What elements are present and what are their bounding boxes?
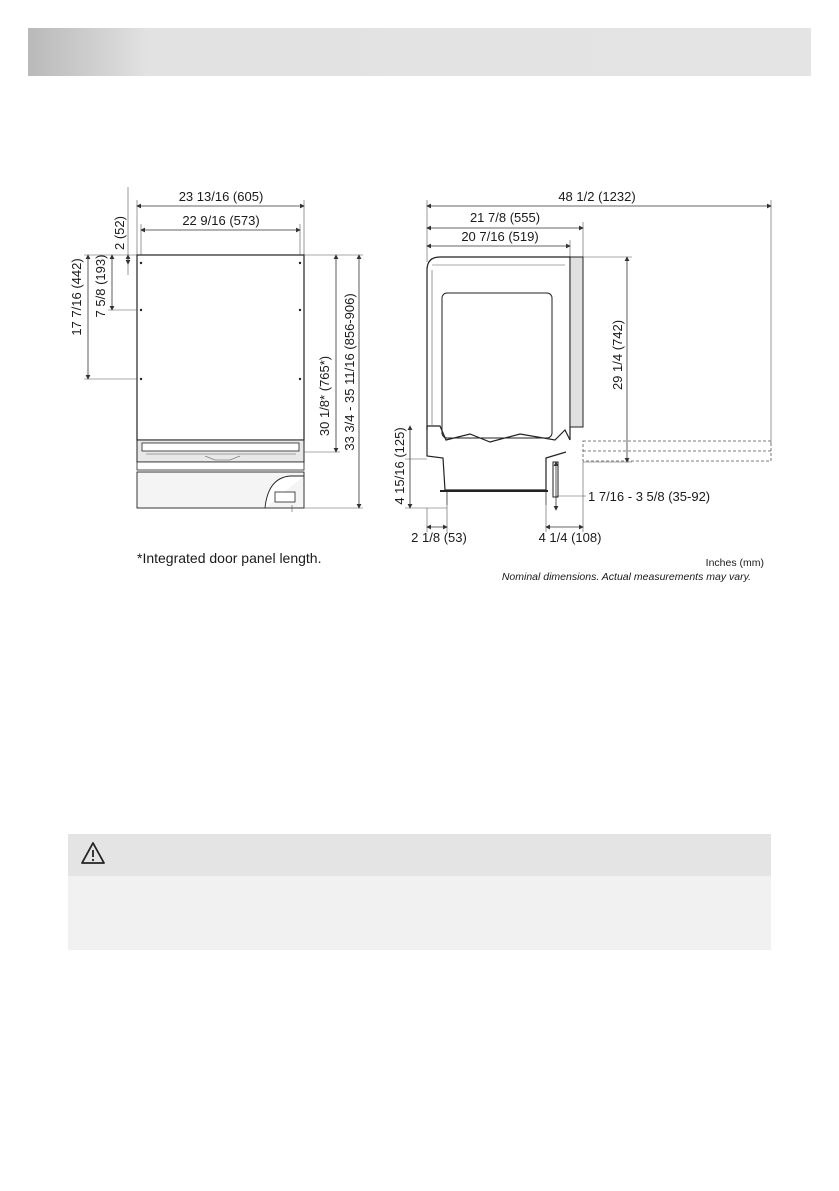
front-height-range: 33 3/4 - 35 11/16 (856-906) — [342, 293, 357, 451]
warning-triangle-icon — [80, 841, 106, 870]
warning-header — [68, 834, 771, 876]
side-door-height: 29 1/4 (742) — [610, 319, 625, 391]
front-top-offset: 2 (52) — [112, 216, 127, 250]
side-depth-with-door: 21 7/8 (555) — [469, 210, 541, 225]
warning-box — [68, 834, 771, 950]
side-toe-kick-depth: 4 1/4 (108) — [538, 530, 602, 545]
front-panel-length: 30 1/8* (765*) — [317, 355, 332, 437]
side-plinth-range: 1 7/16 - 3 5/8 (35-92) — [588, 489, 711, 504]
side-toe-kick-height: 4 15/16 (125) — [392, 427, 407, 505]
units-note: Inches (mm) — [705, 557, 764, 569]
disclaimer: Nominal dimensions. Actual measurements may vary. — [501, 571, 751, 583]
front-width-overall: 23 13/16 (605) — [178, 189, 264, 204]
side-depth-door-open: 48 1/2 (1232) — [558, 189, 636, 204]
side-depth-cabinet: 20 7/16 (519) — [461, 229, 539, 244]
footnote: *Integrated door panel length. — [137, 550, 322, 566]
side-view-drawing — [405, 200, 771, 532]
front-hinge-lower: 7 5/8 (193) — [93, 254, 108, 318]
side-foot-offset: 2 1/8 (53) — [411, 530, 467, 545]
front-width-inner: 22 9/16 (573) — [182, 213, 260, 228]
front-hinge-upper: 17 7/16 (442) — [69, 258, 84, 336]
